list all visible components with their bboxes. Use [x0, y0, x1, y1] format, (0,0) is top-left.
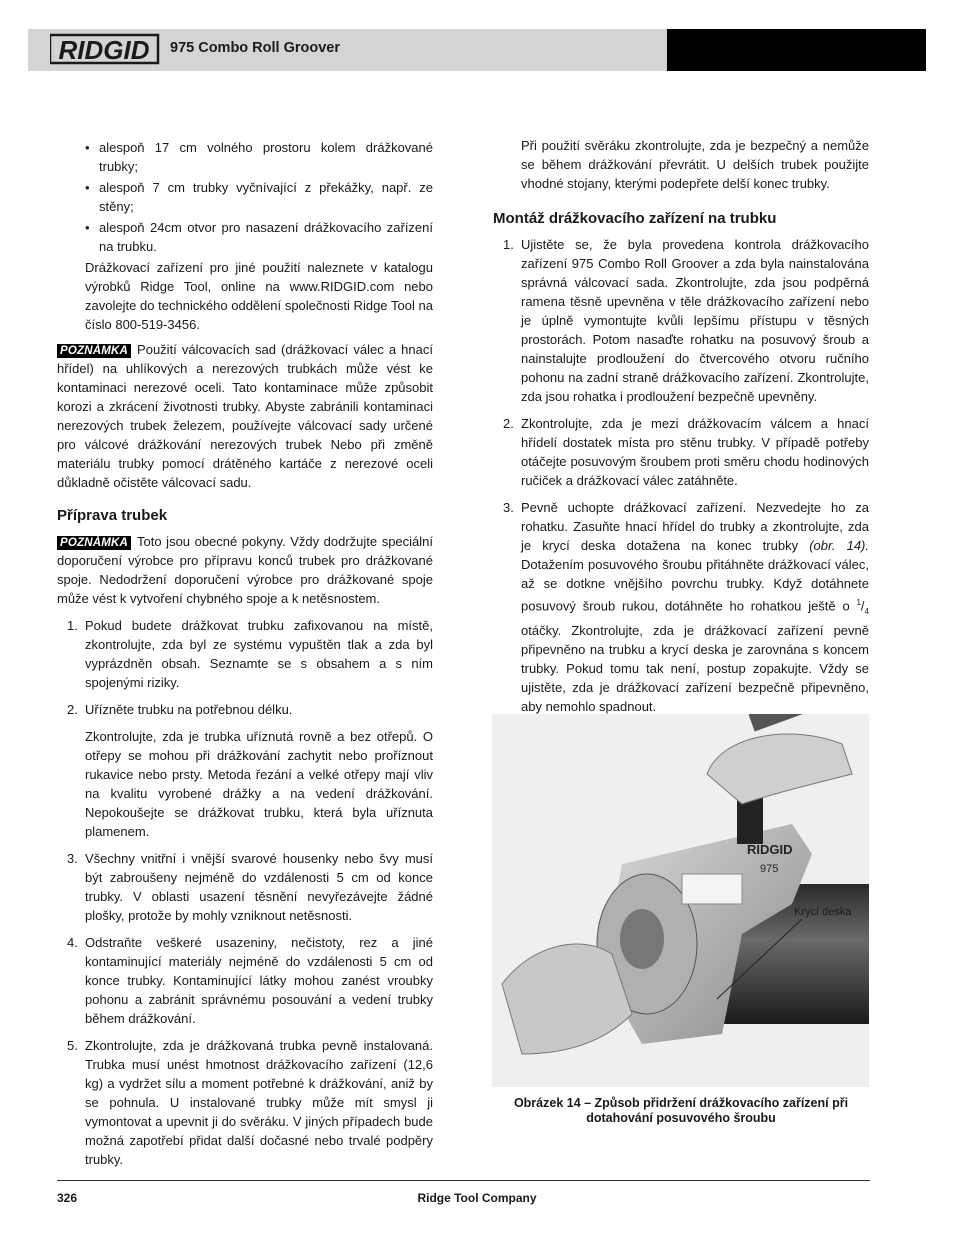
note-text: Použití válcovacích sad (drážkovací válec a hnací hřídel) na uhlíkových a nerezových trubkách může vést ke kontaminaci nerezové oceli. Tato kontaminace může způsobit korozi a zkrácení životnosti trubky. Abyste zabránili kontaminaci nerezových trubek železem, používejte válcovací sady určené pro válcové drážkování nerezových trubek Nebo při změně materiálu trubky pomocí drátěného kartáče z nerezové oceli důkladně očistěte válcovací sadu. [57, 342, 433, 490]
tool-model-label: 975 [760, 863, 779, 875]
step-text: Zkontrolujte, zda je drážkovaná trubka pevně instalovaná. Trubka musí unést hmotnost drážkovacího zařízení (12,6 kg) a vydržet sílu a moment potřebné k drážkování, aniž by se pohnula. U instalované trubky může mít smysl ji vymontovat a upevnit ji do svěráku. V jiných případech bude možná zapotřebí přidat další dočasné nebo trvalé podpěry trubky. [85, 1038, 433, 1167]
step-item [493, 414, 869, 490]
note-badge: POZNÁMKA [57, 344, 131, 358]
note-text: Toto jsou obecné pokyny. Vždy dodržujte speciální doporučení výrobce pro přípravu konců trubek pro drážkované spoje. Nedodržení doporučení výrobce pro drážkované spoje může vést k vytvoření chybného spoje a k netěsnostem. [57, 534, 433, 606]
pipe-prep-steps-continued [57, 849, 433, 1169]
list-item: • alespoň 7 cm trubky vyčnívající z překážky, např. ze stěny; [57, 178, 433, 216]
footer-divider [57, 1180, 870, 1181]
figure-caption [493, 1096, 869, 1126]
groover-illustration [492, 714, 869, 1087]
step-text: Pokud budete drážkovat trubku zafixovanou na místě, zkontrolujte, zda byl ze systému vypuštěn tlak a zda byl vyprázdněn obsah. Seznamte se s obsahem a s ním spojenými riziky. [85, 618, 433, 690]
section-heading-mounting: Montáž drážkovacího zařízení na trubku [493, 210, 777, 227]
ridgid-logo [50, 33, 160, 70]
step-text: otáčky. Zkontrolujte, zda je drážkovací zařízení pevně připevněno na trubku a krycí deska je zarovnána s koncem trubky. Pokud tomu tak není, postup zopakujte. Vždy se ujistěte, zda je drážkovací zařízení bezpečně připevněno, aby nemohlo spadnout. [521, 622, 869, 714]
step-number: 5. [67, 1038, 78, 1053]
note-paragraph [57, 532, 433, 608]
caption-line: dotahování posuvového šroubu [586, 1111, 776, 1125]
step-item [57, 849, 433, 925]
vise-paragraph: Při použití svěráku zkontrolujte, zda je bezpečný a nemůže se během drážkování převrátit. U delších trubek použijte vhodné stojany, kterými podepřete delší konec trubky. [521, 138, 869, 191]
pipe-prep-steps [57, 616, 433, 719]
list-item: • alespoň 24cm otvor pro nasazení drážkovacího zařízení na trubku. [57, 218, 433, 256]
step-2-detail: Zkontrolujte, zda je trubka uříznutá rovně a bez otřepů. O otřepy se mohou při drážkování zachytit nebo proříznout rukavice nebo prsty. Metoda řezání a velké otřepy mají vliv na kvalitu vyrobené drážky a na vedení drážkování. Nepokoušejte se drážkovat trubku, která byla uříznuta plamenem. [85, 729, 433, 839]
step-text: Ujistěte se, že byla provedena kontrola drážkovacího zařízení 975 Combo Roll Groover a zda byla nainstalována správná válcovací sada. Zkontrolujte, zda jsou podpěrná ramena těsně upevněna v těle drážkovacího zařízení nebo je úplně vymontujte kvůli lepšímu přístupu v těsných prostorách. Potom nasaďte rohatku na posuvový šroub a nainstalujte prodloužení do čtvercového otvoru ručního pohonu na zadní straně drážkovacího zařízení. Zkontrolujte, zda jsou rohatka i prodloužení bezpečně upevněny. [521, 237, 869, 404]
left-column [57, 138, 433, 1169]
step-item [57, 1036, 433, 1169]
step-text: Všechny vnitřní i vnější svarové housenky nebo švy musí být zabroušeny nejméně do vzdálenosti 5 cm od konce trubky. V oblasti usazení těsnění nevyřezávejte žádné plošky, protože by mohly vzniknout netěsnosti. [85, 851, 433, 923]
tool-brand-label: RIDGID [747, 842, 793, 857]
step-text: Zkontrolujte, zda je mezi drážkovacím válcem a hnací hřídelí dostatek místa pro stěnu trubky. V případě potřeby otáčejte posuvovým šroubem proti směru chodu hodinových ručiček a drážkovací válec zatáhněte. [521, 416, 869, 488]
fraction-denominator: 4 [864, 606, 869, 616]
fraction-numerator: 1 [856, 598, 861, 607]
figure-reference: (obr. 14). [809, 538, 869, 553]
note-paragraph [57, 340, 433, 492]
space-requirements-list [57, 138, 433, 256]
step-item [493, 235, 869, 406]
step-number: 4. [67, 935, 78, 950]
step-number: 2. [503, 416, 514, 431]
step-number: 2. [67, 702, 78, 717]
step-number: 1. [67, 618, 78, 633]
step-item [57, 933, 433, 1028]
step-item: 3. Pevně uchopte drážkovací zařízení. Nezvedejte ho za rohatku. Zasuňte hnací hřídel do trubky a zkontrolujte, zda je krycí deska dotažena na konec trubky (obr. 14). Dotažením posuvového šroubu přitáhněte drážkovací válec, až se dotkne vnějšího povrchu trubky. Když dotáhnete posuvový šroub rukou, dotáhněte ho rohatkou ještě o $^1/_4$ otáčky. Zkontrolujte, zda je drážkovací zařízení pevně připevněno na trubku a krycí deska je zarovnána s koncem trubky. Pokud tomu tak není, postup zopakujte. Vždy se ujistěte, zda je drážkovací zařízení bezpečně připevněno, aby nemohlo spadnout. [503, 500, 869, 714]
note-badge: POZNÁMKA [57, 536, 131, 550]
catalog-paragraph: Drážkovací zařízení pro jiné použití naleznete v katalogu výrobků Ridge Tool, online na www.RIDGID.com nebo zavolejte do technického oddělení společnosti Ridge Tool na číslo 800-519-3456. [85, 260, 433, 332]
section-heading-pipe-prep: Příprava trubek [57, 507, 168, 524]
header-black-block [667, 29, 926, 71]
cover-plate-callout: Krycí deska [794, 906, 852, 918]
step-number: 3. [67, 851, 78, 866]
step-number: 1. [503, 237, 514, 252]
right-column [493, 136, 869, 716]
step-text: Dotažením posuvového šroubu přitáhněte drážkovací válec, až se dotkne vnějšího povrchu trubky. Když dotáhnete posuvový šroub rukou, dotáhněte ho rohatkou ještě o [521, 557, 869, 614]
brand-wordmark: RIDGID [58, 35, 150, 65]
step-text: Pevně uchopte drážkovací zařízení. Nezvedejte ho za rohatku. Zasuňte hnací hřídel do trubky a zkontrolujte, zda je krycí deska dotažena na konec trubky [521, 500, 869, 553]
document-title: 975 Combo Roll Groover [170, 40, 341, 56]
caption-line: Obrázek 14 – Způsob přidržení drážkovacího zařízení při [513, 1096, 849, 1110]
step-number: 3. [503, 500, 514, 515]
step-text: Odstraňte veškeré usazeniny, nečistoty, rez a jiné kontaminující materiály nejméně do vzdálenosti 5 cm od konce trubky. Kontaminující látky mohou zanést vroubky pohonu a zabránit správnému posouvání a vedení trubky během drážkování. [85, 935, 433, 1026]
step-text: Uřízněte trubku na potřebnou délku. [85, 702, 293, 717]
step-item [57, 700, 433, 719]
page-number: 326 [57, 1191, 78, 1205]
figure-14-photo [492, 714, 869, 1087]
list-item: • alespoň 17 cm volného prostoru kolem drážkované trubky; [57, 138, 433, 176]
mounting-steps [493, 235, 869, 716]
footer-company: Ridge Tool Company [417, 1191, 537, 1205]
step-item [57, 616, 433, 692]
